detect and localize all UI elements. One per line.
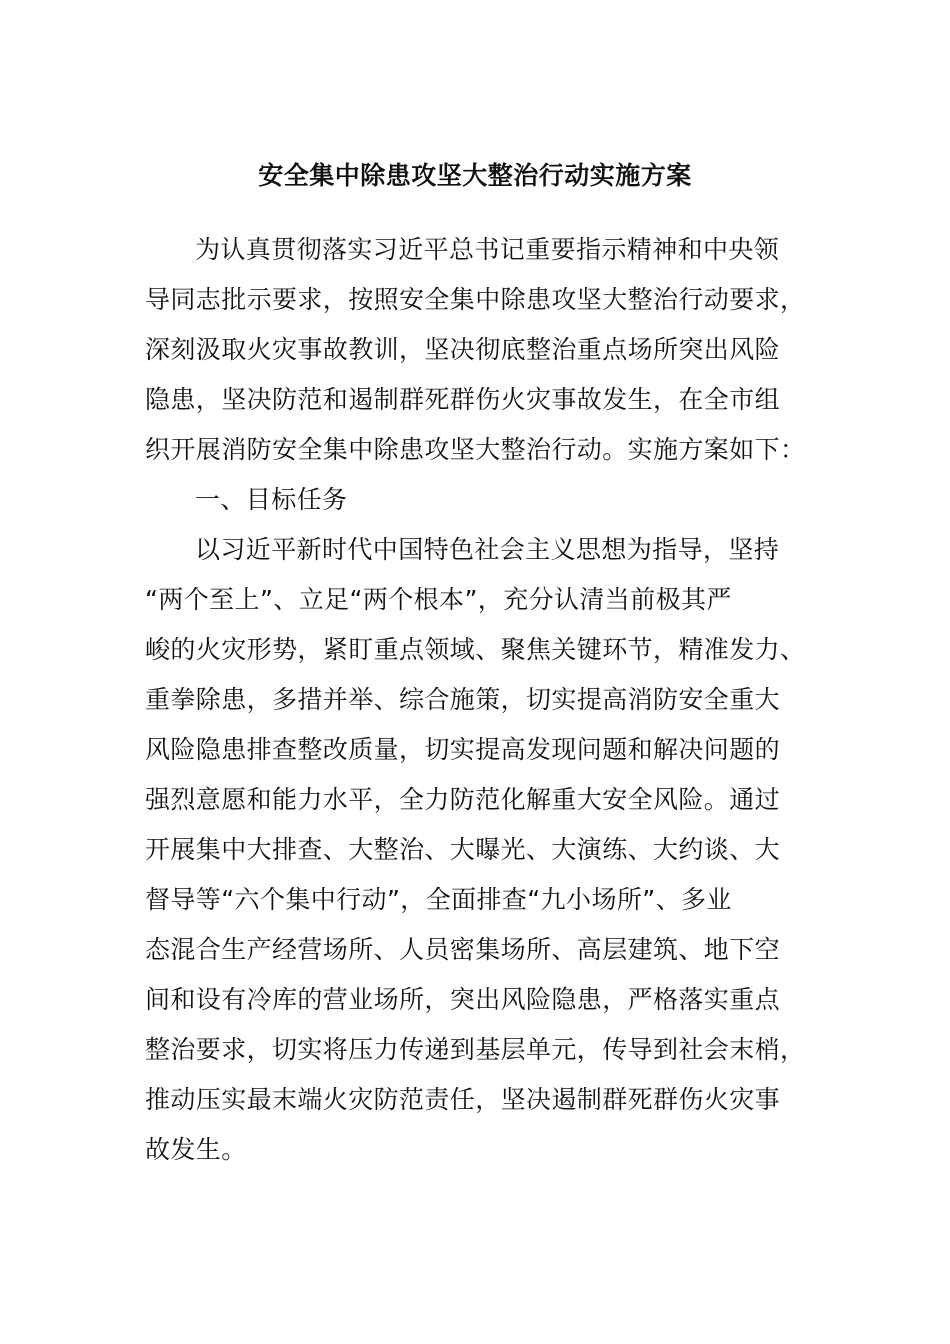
- section-heading: 一、目标任务: [195, 485, 348, 514]
- paragraph-line: 强烈意愿和能力水平，全力防范化解重大安全风险。通过: [145, 785, 781, 814]
- paragraph-line: 整治要求，切实将压力传递到基层单元，传导到社会末梢，: [145, 1035, 806, 1064]
- paragraph-line: 隐患，坚决防范和遏制群死群伤火灾事故发生，在全市组: [145, 385, 781, 414]
- paragraph-line: 深刻汲取火灾事故教训，坚决彻底整治重点场所突出风险: [145, 335, 781, 364]
- document-title: 安全集中除患攻坚大整治行动实施方案: [258, 161, 692, 190]
- paragraph-line: 开展集中大排查、大整治、大曝光、大演练、大约谈、大: [145, 835, 781, 864]
- paragraph-line: 故发生。: [145, 1135, 247, 1164]
- paragraph-line: 导同志批示要求，按照安全集中除患攻坚大整治行动要求，: [145, 285, 806, 314]
- paragraph-line: 峻的火灾形势，紧盯重点领域、聚焦关键环节，精准发力、: [145, 635, 806, 664]
- paragraph-line: 为认真贯彻落实习近平总书记重要指示精神和中央领: [195, 235, 780, 264]
- paragraph-line: 风险隐患排查整改质量，切实提高发现问题和解决问题的: [145, 735, 781, 764]
- paragraph-line: 重拳除患，多措并举、综合施策，切实提高消防安全重大: [145, 685, 781, 714]
- paragraph-line: 织开展消防安全集中除患攻坚大整治行动。实施方案如下：: [145, 435, 806, 464]
- paragraph-line: 督导等“六个集中行动”，全面排查“九小场所”、多业: [145, 885, 732, 914]
- paragraph-line: 以习近平新时代中国特色社会主义思想为指导，坚持: [195, 535, 780, 564]
- paragraph-line: “两个至上”、立足“两个根本”，充分认清当前极其严: [145, 585, 732, 614]
- paragraph-line: 间和设有冷库的营业场所，突出风险隐患，严格落实重点: [145, 985, 781, 1014]
- paragraph-line: 推动压实最末端火灾防范责任，坚决遏制群死群伤火灾事: [145, 1085, 781, 1114]
- paragraph-line: 态混合生产经营场所、人员密集场所、高层建筑、地下空: [145, 935, 781, 964]
